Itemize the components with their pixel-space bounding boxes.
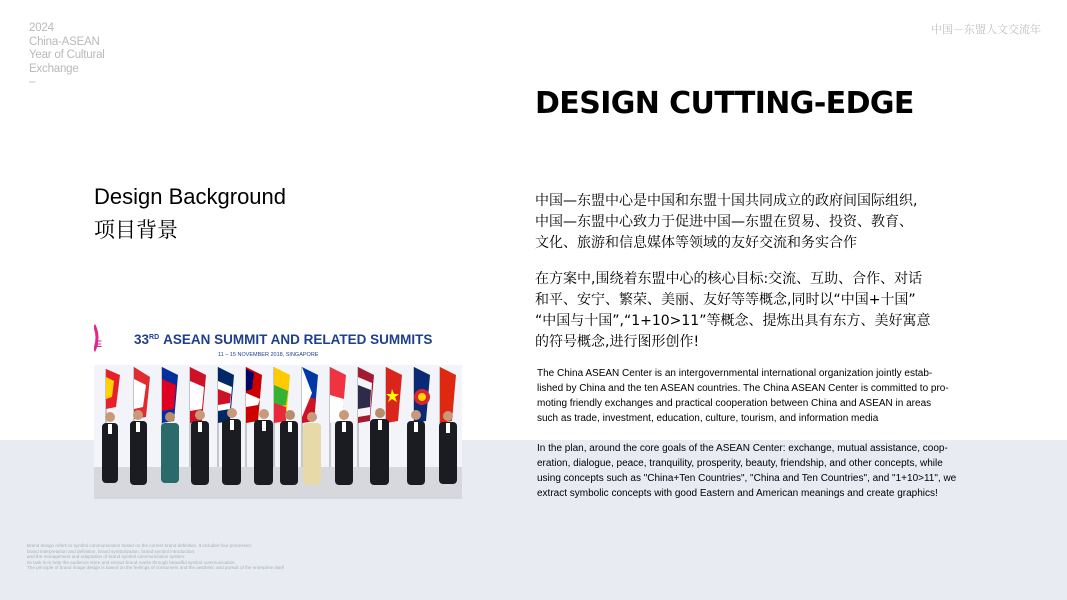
cn-p1-line: 中国—东盟中心是中国和东盟十国共同成立的政府间国际组织, — [535, 193, 918, 209]
en-p1-line: moting friendly exchanges and practical cooperation between China and ASEAN in areas — [537, 398, 932, 409]
cn-paragraph-2 — [535, 269, 955, 353]
en-p2-line: eration, dialogue, peace, tranquility, prosperity, beauty, friendship, and other concepts, while — [537, 458, 943, 469]
cn-paragraph-1 — [535, 191, 955, 254]
cn-p1-line: 文化、旅游和信息媒体等领域的友好交流和务实合作 — [535, 235, 857, 251]
fine-print-line: and the management and adaptation of brand symbol communication system. — [27, 554, 186, 560]
en-p2-line: In the plan, around the core goals of the ASEAN Center: exchange, mutual assistance, coop- — [537, 443, 948, 454]
en-p1-line: lished by China and the ten ASEAN countries. The China ASEAN Center is committed to pro- — [537, 383, 949, 394]
page-headline: DESIGN CUTTING-EDGE — [535, 86, 914, 121]
en-p1-line: The China ASEAN Center is an intergovernmental international organization jointly estab- — [537, 368, 933, 379]
cn-p2-line: “中国与十国”,“1+10>11”等概念、提炼出具有东方、美好寓意 — [535, 313, 931, 329]
svg-text:E: E — [96, 339, 103, 349]
top-right-title: 中国－东盟人文交流年 — [931, 23, 1041, 36]
en-paragraph-1 — [537, 366, 957, 426]
year-of-exchange-caption — [29, 22, 105, 90]
brand-design-fine-print — [27, 543, 284, 571]
en-paragraph-2 — [537, 441, 957, 501]
cn-p2-line: 在方案中,围绕着东盟中心的核心目标:交流、互助、合作、对话 — [535, 271, 923, 287]
caption-line-1: 2024 — [29, 22, 54, 34]
caption-line-3: Year of Cultural — [29, 49, 105, 61]
fine-print-line: The principle of brand image design is based on the feelings of consumers and the aesthetic and pursuit of the enterprise itself — [27, 565, 284, 571]
cn-p2-line: 的符号概念,进行图形创作! — [535, 334, 700, 350]
banner-title: 33RD ASEAN SUMMIT AND RELATED SUMMITS — [134, 332, 433, 347]
section-title-cn: 项目背景 — [94, 218, 178, 242]
en-p2-line: using concepts such as "China+Ten Countries", "China and Ten Countries", and "1+10>11", we — [537, 473, 957, 484]
fine-print-line: Its task is to help the audience store and extract brand marks through beautiful symbol communication. — [27, 559, 236, 565]
cn-p1-line: 中国—东盟中心致力于促进中国—东盟在贸易、投资、教育、 — [535, 214, 913, 230]
summit-photo — [94, 317, 462, 499]
section-title-en: Design Background — [94, 184, 287, 209]
banner-subtitle: 11 – 15 NOVEMBER 2018, SINGAPORE — [218, 352, 319, 358]
en-p2-line: extract symbolic concepts with good Eastern and American meanings and create graphics! — [537, 488, 938, 499]
fine-print-line: brand interpretation and definition, brand symbolization, brand symbol introduction, — [27, 548, 196, 554]
caption-line-5: – — [29, 76, 36, 88]
en-p1-line: such as trade, investment, education, culture, tourism, and information media — [537, 413, 879, 424]
caption-line-4: Exchange — [29, 62, 79, 75]
cn-p2-line: 和平、安宁、繁荣、美丽、友好等等概念,同时以“中国+十国” — [535, 292, 916, 308]
fine-print-line: Brand design refers to symbol communication based on the correct brand definition. It includes four processes: — [27, 543, 252, 548]
caption-line-2: China-ASEAN — [29, 35, 100, 48]
